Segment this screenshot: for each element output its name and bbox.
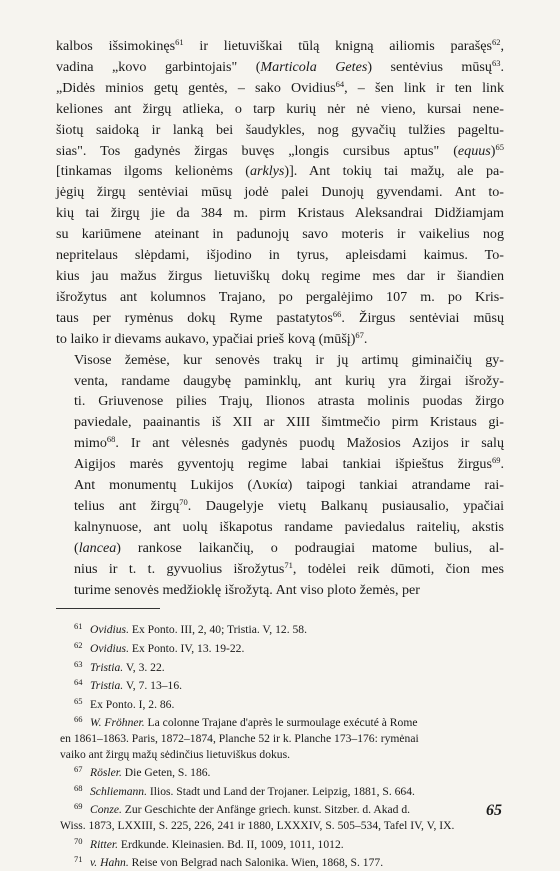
text-run: . Daugelyje vietų Balkanų pusiausalio, ypačiai [187,497,504,514]
text-run: ) [490,142,496,159]
text-line [56,475,504,496]
text-run: . [500,456,504,473]
text-line [56,308,504,329]
text-line [56,78,504,99]
text-line [56,329,504,350]
footnote-line [56,747,504,763]
text-run: su kariūmene ateinant in padunojų savo moteris ir vaikelius nog [56,226,504,243]
text-line [56,559,504,580]
page-content [56,36,504,871]
footnote-line [56,731,504,747]
text-run: . [500,58,504,75]
text-run: . [363,330,368,347]
text-line [56,287,504,308]
footnote-number: 66 [74,714,83,725]
footnote-line [56,799,504,818]
footnote-line [56,852,504,871]
text-line [56,245,504,266]
footnote-line [56,675,504,694]
text-run: paviedale, paainantis iš XII ar XIII šimtmečio pirm Kristaus gi- [74,414,504,431]
footnote-ref: 61 [175,37,184,47]
footnote-number: 64 [74,677,83,688]
footnote-text: en 1861–1863. Paris, 1872–1874, Planche 52 ir k. Planche 173–176: rymėnai [60,732,419,746]
text-run: Aigijos marės gyventojų regime labai tankiai išpieštus žirgus [74,456,492,473]
text-run: jėgių žirgų sentėviai mūsų jodė palei Dunojų gyvendami. Ant to- [56,184,504,201]
footnote-number: 71 [74,854,83,865]
text-run: mimo [74,435,107,452]
footnote-ref: 62 [491,37,501,47]
text-line [56,580,504,601]
italic-term: Marticola Getes [260,58,368,75]
footnote-number: 69 [74,801,83,812]
footnote-text: Schliemann. Ilios. Stadt und Land der Trojaner. Leipzig, 1881, S. 664. [90,784,415,798]
footnote-line [56,638,504,657]
footnote-text: Tristia. V, 3. 22. [90,660,165,674]
text-line [56,203,504,224]
italic-term: lancea [78,539,117,556]
footnote-text: vaiko ant žirgų mažų sėdinčius lietuviškus dokus. [60,747,291,761]
footnote-text: Ovidius. Ex Ponto. IV, 13. 19-22. [90,642,245,656]
text-run: ) rankose laikančių, o podraugiai matome bulius, al- [116,539,504,556]
text-line [56,454,504,475]
text-line [56,57,504,78]
footnotes [56,619,504,870]
footnote-number: 68 [74,782,83,793]
footnote-ref: 64 [335,78,345,89]
text-line [56,433,504,454]
text-run: [tinkamas ilgoms kelionėms ( [56,163,250,180]
text-run: . Ir ant vėlesnės gadynės puodų Mažosios Azijos ir salų [115,435,504,452]
text-line [56,99,504,120]
body-paragraph-2 [56,350,504,601]
footnote-ref: 66 [332,308,342,319]
text-run: ti. Griuvenose pilies Trajų, Ilionos atrasta molinis puodas žirgo [74,393,504,410]
text-run: venta, randame daugybę paminklų, ant kurių yra žirgai išrožy- [74,372,504,389]
footnote-ref: 67 [355,329,364,340]
footnote-ref: 70 [179,496,188,507]
footnote-text: Ritter. Erdkunde. Kleinasien. Bd. II, 1009, 1011, 1012. [90,837,344,851]
text-run: telius ant žirgų [74,497,180,514]
footnote-number: 65 [74,695,83,706]
text-line [56,36,504,57]
text-run: , – šen link ir ten link [344,79,504,96]
footnote-ref: 71 [284,559,293,570]
footnote-number: 63 [74,658,83,669]
footnote-number: 70 [74,835,83,846]
text-run: to laiko ir dievams aukavo, ypačiai prieš kovą (mūšį) [56,330,356,347]
text-run: „Didės minios getų gentės, – sako Ovidius [56,79,336,96]
text-run: išrožytus ant kolumnos Trajano, po pergalėjimo 107 m. po Kris- [56,288,504,305]
footnote-text: W. Fröhner. La colonne Trajane d'après le surmoulage exécuté à Rome [90,716,418,730]
footnote-text: Ex Ponto. I, 2. 86. [90,697,175,711]
body-paragraph-1 [56,36,504,350]
text-run: vadina „kovo garbintojais" ( [56,58,261,75]
text-line [56,224,504,245]
text-run: Visose žemėse, kur senovės trakų ir jų artimų giminaičių gy- [74,351,504,368]
footnote-text: Conze. Zur Geschichte der Anfänge griech. kunst. Sitzber. d. Akad d. [90,803,411,817]
text-line [56,371,504,392]
text-run: nius ir t. t. gyvuolius išrožytus [74,560,285,577]
footnote-line [56,834,504,853]
text-run: ( [74,539,79,556]
footnote-text: Ovidius. Ex Ponto. III, 2, 40; Tristia. V, 12. 58. [90,623,307,637]
text-line [56,496,504,517]
text-run: ) sentėvius mūsų [367,58,492,75]
footnote-divider [56,608,160,609]
text-run: šiotų saidoką ir lanką bei šaudykles, nog gyvačių tulžies pageltu- [56,121,504,138]
italic-term: equus [457,142,491,159]
footnote-line [56,657,504,676]
text-run: . Žirgus sentėviai mūsų [341,309,504,326]
text-run: kių tai žirgų jie da 384 m. pirm Kristaus Aleksandrai Didžiamjam [56,205,504,222]
text-line [56,391,504,412]
footnote-text: Rösler. Die Geten, S. 186. [90,766,211,780]
text-line [56,517,504,538]
text-line [56,412,504,433]
page-number: 65 [486,802,502,819]
footnote-line [56,694,504,713]
text-run: nepritelaus slėpdami, išjodino in tyrus, apleisdami kaimus. To- [56,247,504,264]
footnote-line [56,781,504,800]
text-run: , [500,38,504,54]
text-run: keliones ant žirgų atlieka, o tarp kurių nėr nė vieno, kursai nene- [56,100,504,117]
footnote-ref: 65 [495,141,504,152]
footnote-line [56,818,504,834]
footnote-ref: 68 [106,434,116,445]
footnote-number: 67 [74,764,83,775]
text-line [56,141,504,162]
italic-term: arklys [249,163,285,180]
text-line [56,161,504,182]
footnote-text: Tristia. V, 7. 13–16. [90,679,183,693]
text-line [56,266,504,287]
text-run: turime senovės medžioklę išrožytą. Ant viso ploto žemės, per [74,581,420,598]
footnote-number: 62 [74,640,83,651]
footnote-text: v. Hahn. Reise von Belgrad nach Salonika. Wien, 1868, S. 177. [90,856,384,870]
text-run: kalnynuose, ant uolų iškapotus randame paviedalus raitelių, akstis [74,518,504,535]
footnote-line [56,619,504,638]
footnote-ref: 69 [491,455,501,466]
footnote-text: Wiss. 1873, LXXIII, S. 225, 226, 241 ir 1880, LXXXIV, S. 505–534, Tafel IV, V, IX. [60,819,455,832]
text-run: kalbos išsimokinęs [56,38,176,54]
text-line [56,182,504,203]
text-line [56,350,504,371]
text-run: kius jau mažus žirgus lietuviškų dokų regime mes dar ir šiandien [56,267,504,284]
footnote-number: 61 [74,621,83,632]
text-line [56,538,504,559]
footnote-line [56,712,504,731]
footnote-line [56,762,504,781]
footnote-ref: 63 [491,57,501,68]
text-line [56,120,504,141]
text-run: )]. Ant tokių tai mažų, ale pa- [284,163,504,180]
text-run: ir lietuviškai tūlą knigną ailiomis parašęs [183,38,492,54]
text-run: taus per rymėnus dokų Ryme pastatytos [56,309,333,326]
text-run: Ant monumentų Lukijos (Λυκία) taipogi tankiai atrandame rai- [74,477,504,494]
text-run: , todėlei reik dūmoti, čion mes [292,560,504,577]
text-run: sias". Tos gadynės žirgas buvęs „longis cursibus aptus" ( [56,142,458,159]
